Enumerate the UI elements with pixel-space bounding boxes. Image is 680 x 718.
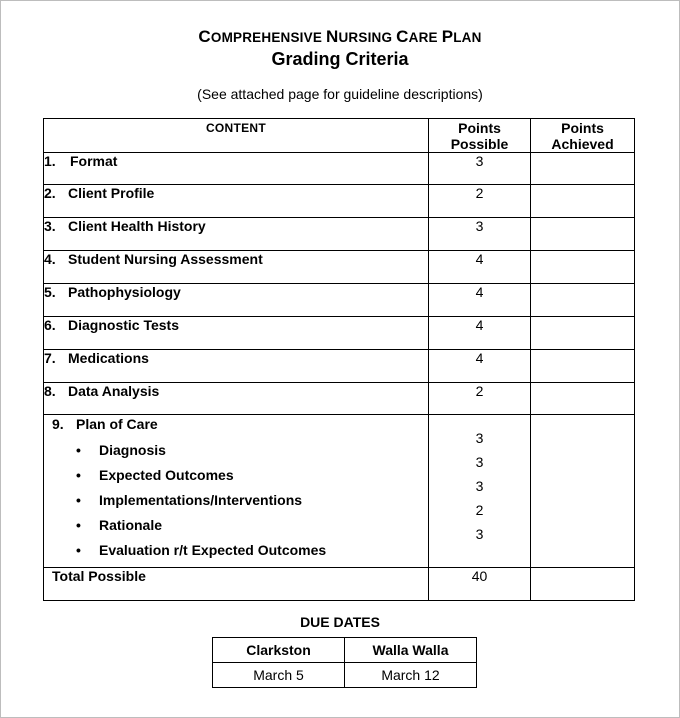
plan-of-care-label: 9. Plan of Care bbox=[52, 416, 158, 432]
bullet-icon: • bbox=[76, 492, 81, 508]
row-label: 6. Diagnostic Tests bbox=[44, 317, 429, 350]
row-points-achieved[interactable] bbox=[531, 284, 635, 317]
guideline-note: (See attached page for guideline descriptions) bbox=[197, 86, 483, 102]
list-item: • Expected Outcomes bbox=[44, 463, 428, 488]
grading-table bbox=[43, 118, 635, 601]
table-row bbox=[44, 153, 635, 185]
row-points-possible: 3 bbox=[429, 218, 531, 251]
due-date-clarkston: March 5 bbox=[213, 663, 345, 688]
row-points-achieved[interactable] bbox=[531, 251, 635, 284]
list-item: • Rationale bbox=[44, 513, 428, 538]
row-points-achieved[interactable] bbox=[531, 350, 635, 383]
bullet-icon: • bbox=[76, 517, 81, 533]
row-label: 8. Data Analysis bbox=[44, 383, 429, 415]
total-label: Total Possible bbox=[44, 568, 429, 601]
row-label: 7. Medications bbox=[44, 350, 429, 383]
list-item: • Evaluation r/t Expected Outcomes bbox=[44, 538, 428, 563]
plan-of-care-row bbox=[44, 415, 635, 568]
due-dates-row bbox=[213, 663, 477, 688]
due-date-walla-walla: March 12 bbox=[345, 663, 477, 688]
plan-of-care-cell bbox=[44, 415, 429, 568]
plan-of-care-list bbox=[44, 438, 428, 563]
total-points-achieved[interactable] bbox=[531, 568, 635, 601]
document-subtitle: Grading Criteria bbox=[271, 49, 409, 69]
sub-points-possible: 3 bbox=[475, 526, 484, 542]
total-row bbox=[44, 568, 635, 601]
row-points-possible: 4 bbox=[429, 317, 531, 350]
due-dates-title: DUE DATES bbox=[300, 614, 380, 630]
row-points-possible: 4 bbox=[429, 350, 531, 383]
row-label: 3. Client Health History bbox=[44, 218, 429, 251]
row-label: 2. Client Profile bbox=[44, 185, 429, 218]
table-header-row bbox=[44, 119, 635, 153]
table-row bbox=[44, 350, 635, 383]
table-row bbox=[44, 284, 635, 317]
row-points-achieved[interactable] bbox=[531, 218, 635, 251]
bullet-icon: • bbox=[76, 542, 81, 558]
total-points-possible: 40 bbox=[429, 568, 531, 601]
row-points-achieved[interactable] bbox=[531, 317, 635, 350]
list-item: • Implementations/Interventions bbox=[44, 488, 428, 513]
location-header-walla-walla: Walla Walla bbox=[345, 638, 477, 663]
table-row bbox=[44, 251, 635, 284]
table-row bbox=[44, 383, 635, 415]
row-points-possible: 2 bbox=[429, 383, 531, 415]
bullet-icon: • bbox=[76, 467, 81, 483]
row-points-possible: 3 bbox=[429, 153, 531, 185]
row-label: 1. Format bbox=[44, 153, 429, 185]
column-header-content: CONTENT bbox=[44, 119, 429, 153]
table-row bbox=[44, 317, 635, 350]
row-points-achieved[interactable] bbox=[531, 185, 635, 218]
location-header-clarkston: Clarkston bbox=[213, 638, 345, 663]
table-row bbox=[44, 218, 635, 251]
table-row bbox=[44, 185, 635, 218]
due-dates-table bbox=[212, 637, 477, 688]
row-label: 5. Pathophysiology bbox=[44, 284, 429, 317]
sub-points-possible: 3 bbox=[475, 454, 484, 470]
column-header-points-possible: Points Possible bbox=[429, 119, 531, 153]
column-header-points-achieved: Points Achieved bbox=[531, 119, 635, 153]
row-points-possible: 4 bbox=[429, 251, 531, 284]
row-label: 4. Student Nursing Assessment bbox=[44, 251, 429, 284]
sub-points-possible: 3 bbox=[475, 430, 484, 446]
sub-points-possible: 2 bbox=[475, 502, 484, 518]
plan-of-care-achieved[interactable] bbox=[531, 415, 635, 568]
row-points-achieved[interactable] bbox=[531, 383, 635, 415]
row-points-possible: 4 bbox=[429, 284, 531, 317]
list-item: • Diagnosis bbox=[44, 438, 428, 463]
due-dates-header-row bbox=[213, 638, 477, 663]
bullet-icon: • bbox=[76, 442, 81, 458]
row-points-achieved[interactable] bbox=[531, 153, 635, 185]
sub-points-possible: 3 bbox=[475, 478, 484, 494]
row-points-possible: 2 bbox=[429, 185, 531, 218]
plan-of-care-points bbox=[429, 415, 531, 568]
document-title: COMPREHENSIVE NURSING CARE PLAN bbox=[198, 27, 482, 46]
